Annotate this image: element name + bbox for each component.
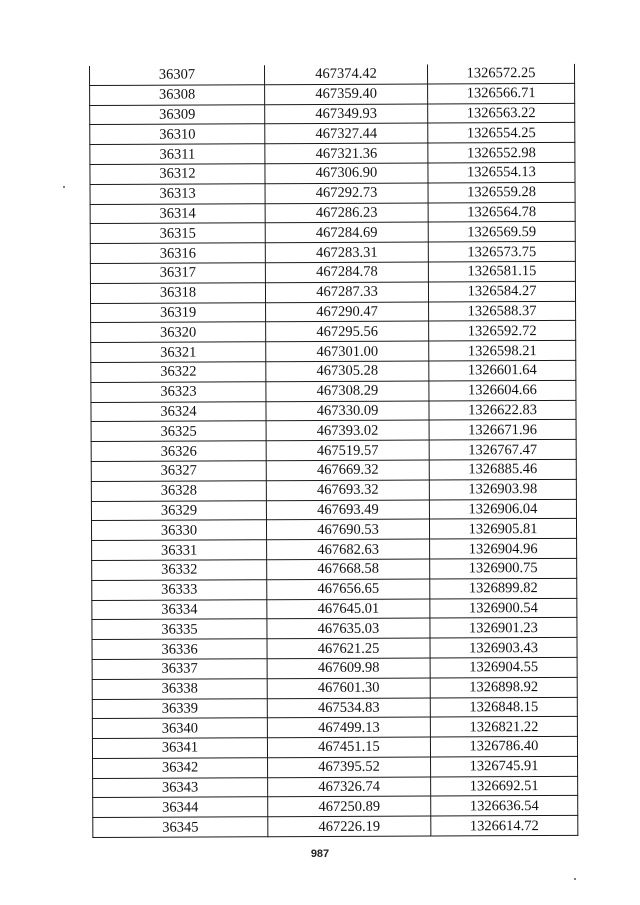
coordinate-table bbox=[89, 64, 578, 838]
x-coordinate-cell: 467306.90 bbox=[265, 163, 428, 184]
y-coordinate-cell: 1326904.55 bbox=[430, 657, 577, 677]
y-coordinate-cell: 1326622.83 bbox=[429, 400, 576, 420]
table-row bbox=[91, 519, 576, 541]
table-row bbox=[91, 420, 576, 442]
table-row bbox=[91, 400, 576, 422]
table-row bbox=[90, 222, 575, 244]
x-coordinate-cell: 467451.15 bbox=[267, 737, 430, 758]
x-coordinate-cell: 467308.29 bbox=[266, 381, 429, 402]
y-coordinate-cell: 1326563.22 bbox=[428, 103, 575, 123]
point-id-cell: 36319 bbox=[91, 302, 266, 323]
x-coordinate-cell: 467330.09 bbox=[266, 401, 429, 422]
y-coordinate-cell: 1326821.22 bbox=[430, 717, 577, 737]
table-row bbox=[92, 677, 577, 699]
y-coordinate-cell: 1326588.37 bbox=[429, 301, 576, 321]
table-row bbox=[91, 440, 576, 462]
point-id-cell: 36343 bbox=[93, 777, 268, 798]
y-coordinate-cell: 1326569.59 bbox=[428, 222, 575, 242]
y-coordinate-cell: 1326636.54 bbox=[431, 796, 578, 816]
x-coordinate-cell: 467290.47 bbox=[266, 302, 429, 323]
point-id-cell: 36327 bbox=[91, 461, 266, 482]
table-row bbox=[93, 816, 578, 838]
x-coordinate-cell: 467635.03 bbox=[267, 618, 430, 639]
y-coordinate-cell: 1326745.91 bbox=[431, 756, 578, 776]
point-id-cell: 36323 bbox=[91, 381, 266, 402]
point-id-cell: 36328 bbox=[91, 480, 266, 501]
x-coordinate-cell: 467226.19 bbox=[268, 816, 431, 837]
y-coordinate-cell: 1326592.72 bbox=[429, 321, 576, 341]
y-coordinate-cell: 1326554.13 bbox=[428, 162, 575, 182]
point-id-cell: 36336 bbox=[92, 639, 267, 660]
point-id-cell: 36317 bbox=[90, 263, 265, 284]
x-coordinate-cell: 467284.69 bbox=[265, 222, 428, 243]
x-coordinate-cell: 467305.28 bbox=[266, 361, 429, 382]
y-coordinate-cell: 1326581.15 bbox=[428, 261, 575, 281]
x-coordinate-cell: 467292.73 bbox=[265, 183, 428, 204]
table-row bbox=[90, 103, 575, 125]
y-coordinate-cell: 1326905.81 bbox=[429, 519, 576, 539]
x-coordinate-cell: 467395.52 bbox=[268, 757, 431, 778]
x-coordinate-cell: 467287.33 bbox=[265, 282, 428, 303]
y-coordinate-cell: 1326554.25 bbox=[428, 123, 575, 143]
point-id-cell: 36308 bbox=[90, 85, 265, 106]
table-row bbox=[90, 83, 575, 105]
point-id-cell: 36335 bbox=[92, 619, 267, 640]
x-coordinate-cell: 467609.98 bbox=[267, 658, 430, 679]
point-id-cell: 36333 bbox=[92, 579, 267, 600]
y-coordinate-cell: 1326572.25 bbox=[427, 64, 574, 84]
y-coordinate-cell: 1326601.64 bbox=[429, 360, 576, 380]
point-id-cell: 36337 bbox=[92, 659, 267, 680]
point-id-cell: 36314 bbox=[90, 203, 265, 224]
table-row bbox=[90, 202, 575, 224]
point-id-cell: 36312 bbox=[90, 164, 265, 185]
point-id-cell: 36311 bbox=[90, 144, 265, 165]
scan-speck bbox=[63, 186, 65, 188]
x-coordinate-cell: 467682.63 bbox=[267, 539, 430, 560]
point-id-cell: 36341 bbox=[92, 738, 267, 759]
x-coordinate-cell: 467321.36 bbox=[265, 143, 428, 164]
table-row bbox=[90, 261, 575, 283]
page-number: 987 bbox=[310, 848, 330, 860]
point-id-cell: 36324 bbox=[91, 401, 266, 422]
table-row bbox=[91, 499, 576, 521]
y-coordinate-cell: 1326898.92 bbox=[430, 677, 577, 697]
y-coordinate-cell: 1326552.98 bbox=[428, 143, 575, 163]
x-coordinate-cell: 467668.58 bbox=[267, 559, 430, 580]
point-id-cell: 36313 bbox=[90, 184, 265, 205]
point-id-cell: 36334 bbox=[92, 599, 267, 620]
point-id-cell: 36316 bbox=[90, 243, 265, 264]
table-row bbox=[90, 143, 575, 165]
table-row bbox=[91, 321, 576, 343]
y-coordinate-cell: 1326566.71 bbox=[428, 83, 575, 103]
x-coordinate-cell: 467283.31 bbox=[265, 242, 428, 263]
table-row bbox=[91, 360, 576, 382]
table-row bbox=[92, 558, 577, 580]
table-row bbox=[92, 539, 577, 561]
table-row bbox=[92, 697, 577, 719]
x-coordinate-cell: 467349.93 bbox=[265, 104, 428, 125]
point-id-cell: 36338 bbox=[92, 678, 267, 699]
table-row bbox=[92, 657, 577, 679]
table-row bbox=[91, 380, 576, 402]
point-id-cell: 36339 bbox=[92, 698, 267, 719]
table-row bbox=[91, 479, 576, 501]
point-id-cell: 36318 bbox=[90, 282, 265, 303]
y-coordinate-cell: 1326584.27 bbox=[428, 281, 575, 301]
y-coordinate-cell: 1326559.28 bbox=[428, 182, 575, 202]
y-coordinate-cell: 1326903.98 bbox=[429, 479, 576, 499]
point-id-cell: 36344 bbox=[93, 797, 268, 818]
table-row bbox=[92, 637, 577, 659]
x-coordinate-cell: 467374.42 bbox=[264, 65, 427, 85]
table-row bbox=[93, 756, 578, 778]
coordinate-table-body bbox=[89, 64, 577, 838]
y-coordinate-cell: 1326598.21 bbox=[429, 341, 576, 361]
table-row bbox=[92, 578, 577, 600]
table-row bbox=[90, 162, 575, 184]
x-coordinate-cell: 467284.78 bbox=[265, 262, 428, 283]
y-coordinate-cell: 1326604.66 bbox=[429, 380, 576, 400]
x-coordinate-cell: 467601.30 bbox=[267, 678, 430, 699]
y-coordinate-cell: 1326692.51 bbox=[431, 776, 578, 796]
table-row bbox=[90, 281, 575, 303]
y-coordinate-cell: 1326614.72 bbox=[431, 816, 578, 836]
y-coordinate-cell: 1326906.04 bbox=[429, 499, 576, 519]
y-coordinate-cell: 1326903.43 bbox=[430, 637, 577, 657]
point-id-cell: 36332 bbox=[92, 560, 267, 581]
y-coordinate-cell: 1326899.82 bbox=[430, 578, 577, 598]
x-coordinate-cell: 467669.32 bbox=[266, 460, 429, 481]
point-id-cell: 36340 bbox=[92, 718, 267, 739]
table-row bbox=[92, 717, 577, 739]
y-coordinate-cell: 1326885.46 bbox=[429, 459, 576, 479]
table-row bbox=[92, 618, 577, 640]
table-row bbox=[91, 301, 576, 323]
x-coordinate-cell: 467250.89 bbox=[268, 797, 431, 818]
scan-speck bbox=[574, 878, 576, 880]
table-row bbox=[93, 796, 578, 818]
table-row bbox=[89, 64, 574, 85]
y-coordinate-cell: 1326848.15 bbox=[430, 697, 577, 717]
y-coordinate-cell: 1326573.75 bbox=[428, 242, 575, 262]
x-coordinate-cell: 467693.32 bbox=[266, 480, 429, 501]
y-coordinate-cell: 1326671.96 bbox=[429, 420, 576, 440]
point-id-cell: 36307 bbox=[89, 65, 264, 85]
point-id-cell: 36321 bbox=[91, 342, 266, 363]
table-row bbox=[92, 598, 577, 620]
table-row bbox=[91, 459, 576, 481]
point-id-cell: 36331 bbox=[92, 540, 267, 561]
x-coordinate-cell: 467295.56 bbox=[266, 321, 429, 342]
point-id-cell: 36309 bbox=[90, 104, 265, 125]
table-row bbox=[90, 242, 575, 264]
x-coordinate-cell: 467645.01 bbox=[267, 599, 430, 620]
y-coordinate-cell: 1326900.54 bbox=[430, 598, 577, 618]
x-coordinate-cell: 467499.13 bbox=[267, 717, 430, 738]
y-coordinate-cell: 1326904.96 bbox=[430, 539, 577, 559]
y-coordinate-cell: 1326786.40 bbox=[430, 736, 577, 756]
x-coordinate-cell: 467301.00 bbox=[266, 341, 429, 362]
point-id-cell: 36330 bbox=[91, 520, 266, 541]
point-id-cell: 36326 bbox=[91, 441, 266, 462]
x-coordinate-cell: 467621.25 bbox=[267, 638, 430, 659]
x-coordinate-cell: 467534.83 bbox=[267, 698, 430, 719]
point-id-cell: 36342 bbox=[93, 758, 268, 779]
point-id-cell: 36320 bbox=[91, 322, 266, 343]
x-coordinate-cell: 467690.53 bbox=[266, 519, 429, 540]
x-coordinate-cell: 467286.23 bbox=[265, 203, 428, 224]
point-id-cell: 36345 bbox=[93, 817, 268, 838]
table-row bbox=[91, 341, 576, 363]
x-coordinate-cell: 467656.65 bbox=[267, 579, 430, 600]
x-coordinate-cell: 467693.49 bbox=[266, 500, 429, 521]
x-coordinate-cell: 467359.40 bbox=[265, 84, 428, 105]
x-coordinate-cell: 467327.44 bbox=[265, 123, 428, 144]
point-id-cell: 36322 bbox=[91, 362, 266, 383]
table-row bbox=[90, 123, 575, 145]
y-coordinate-cell: 1326901.23 bbox=[430, 618, 577, 638]
point-id-cell: 36315 bbox=[90, 223, 265, 244]
y-coordinate-cell: 1326564.78 bbox=[428, 202, 575, 222]
table-row bbox=[93, 776, 578, 798]
point-id-cell: 36329 bbox=[91, 500, 266, 521]
table-row bbox=[90, 182, 575, 204]
x-coordinate-cell: 467519.57 bbox=[266, 440, 429, 461]
point-id-cell: 36325 bbox=[91, 421, 266, 442]
x-coordinate-cell: 467326.74 bbox=[268, 777, 431, 798]
y-coordinate-cell: 1326767.47 bbox=[429, 440, 576, 460]
y-coordinate-cell: 1326900.75 bbox=[430, 558, 577, 578]
point-id-cell: 36310 bbox=[90, 124, 265, 145]
x-coordinate-cell: 467393.02 bbox=[266, 420, 429, 441]
table-row bbox=[92, 736, 577, 758]
